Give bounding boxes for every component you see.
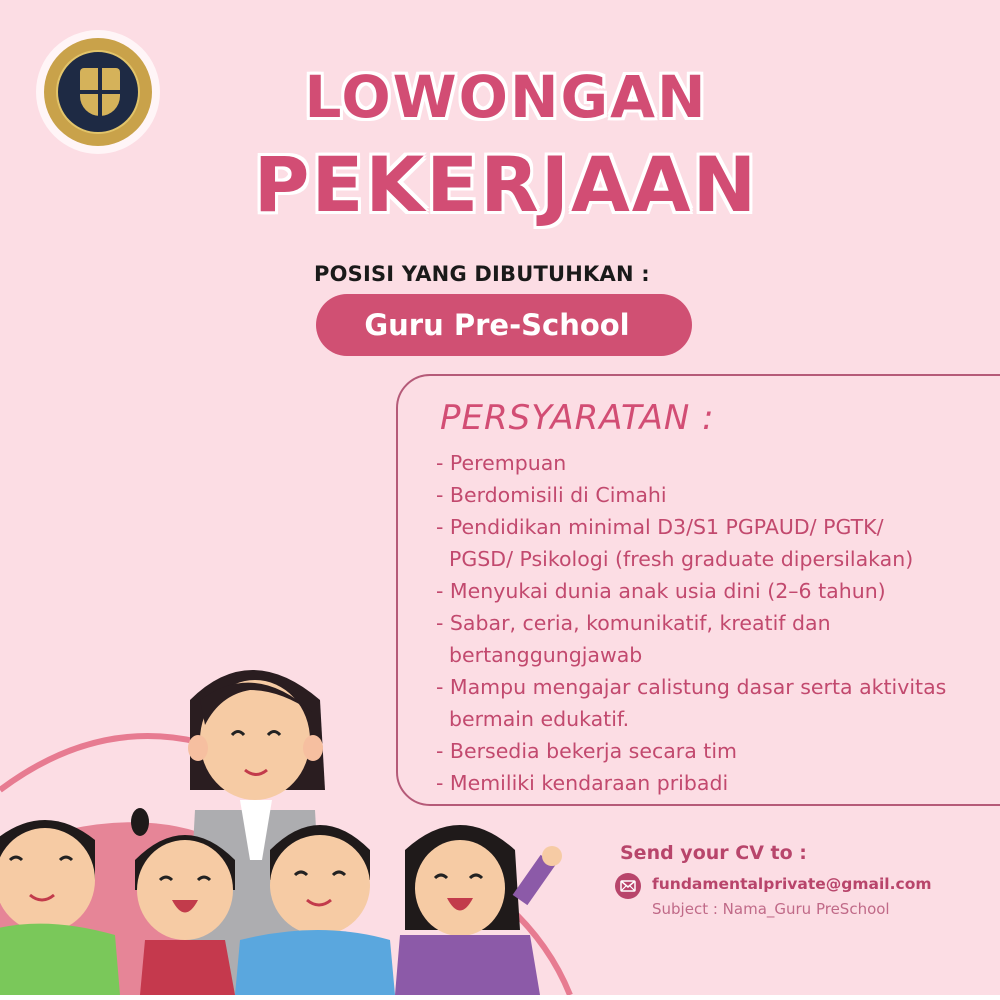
requirement-item: - Bersedia bekerja secara tim bbox=[436, 739, 738, 763]
teacher-children-illustration bbox=[0, 650, 600, 995]
requirement-item: - Pendidikan minimal D3/S1 PGPAUD/ PGTK/ bbox=[436, 515, 884, 539]
requirement-item: - Berdomisili di Cimahi bbox=[436, 483, 667, 507]
position-label: POSISI YANG DIBUTUHKAN : bbox=[314, 262, 650, 286]
position-value: Guru Pre-School bbox=[364, 308, 630, 342]
requirement-item: bertanggungjawab bbox=[436, 643, 643, 667]
send-cv-label: Send your CV to : bbox=[620, 842, 807, 864]
title-line-1: LOWONGAN bbox=[304, 63, 708, 131]
requirement-item: - Menyukai dunia anak usia dini (2–6 tahun) bbox=[436, 579, 886, 603]
title-line-2: PEKERJAAN bbox=[253, 140, 759, 229]
email-subject: Subject : Nama_Guru PreSchool bbox=[652, 900, 890, 918]
requirement-item: - Sabar, ceria, komunikatif, kreatif dan bbox=[436, 611, 831, 635]
mail-icon bbox=[615, 873, 641, 899]
requirement-item: - Perempuan bbox=[436, 451, 567, 475]
requirements-title: PERSYARATAN : bbox=[440, 398, 715, 438]
bottom-edge bbox=[0, 995, 1000, 1000]
requirement-item: PGSD/ Psikologi (fresh graduate dipersilakan) bbox=[436, 547, 914, 571]
requirement-item: - Mampu mengajar calistung dasar serta aktivitas bbox=[436, 675, 947, 699]
position-badge bbox=[316, 294, 692, 356]
requirement-item: - Memiliki kendaraan pribadi bbox=[436, 771, 729, 795]
email-link[interactable]: fundamentalprivate@gmail.com bbox=[652, 875, 932, 893]
requirement-item: bermain edukatif. bbox=[436, 707, 630, 731]
